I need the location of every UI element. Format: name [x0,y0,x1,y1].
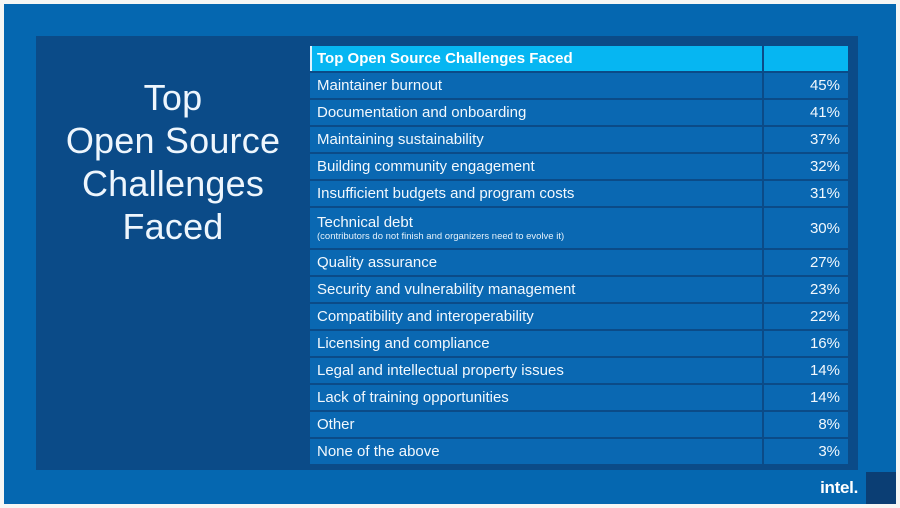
table-header-row [310,46,848,71]
title-line: Challenges [81,163,265,204]
intel-logo: intel. [820,478,858,497]
row-value: 22% [764,304,848,329]
challenges-table [310,46,848,466]
row-value: 45% [764,73,848,98]
row-label: Maintainer burnout [317,77,443,94]
row-value: 41% [764,100,848,125]
table-row [310,208,848,248]
row-label: Licensing and compliance [317,335,490,352]
table-row [310,181,848,206]
row-note: (contributors do not finish and organizers need to evolve it) [317,231,565,242]
row-label: Insufficient budgets and program costs [317,185,575,202]
corner-accent [866,472,896,504]
table-row [310,100,848,125]
row-label: Technical debt [317,214,413,231]
page-title [36,76,310,248]
row-label: Maintaining sustainability [317,131,484,148]
row-label: Compatibility and interoperability [317,308,534,325]
table-row [310,358,848,383]
table-row [310,73,848,98]
table-row [310,250,848,275]
row-value: 23% [764,277,848,302]
row-value: 14% [764,385,848,410]
table-row [310,127,848,152]
row-value: 14% [764,358,848,383]
row-value: 37% [764,127,848,152]
row-label: None of the above [317,443,440,460]
row-label: Documentation and onboarding [317,104,527,121]
table-row [310,304,848,329]
row-value: 30% [764,208,848,248]
content-panel [36,36,858,470]
row-label: Building community engagement [317,158,535,175]
row-label: Lack of training opportunities [317,389,509,406]
table-header-label: Top Open Source Challenges Faced [310,46,762,71]
row-value: 8% [764,412,848,437]
row-label: Security and vulnerability management [317,281,576,298]
title-line: Open Source [65,120,281,161]
title-line: Top [143,77,203,118]
row-label: Quality assurance [317,254,438,271]
table-row [310,331,848,356]
table-row [310,154,848,179]
row-value: 27% [764,250,848,275]
table-row [310,277,848,302]
row-value: 32% [764,154,848,179]
table-row [310,439,848,464]
row-value: 3% [764,439,848,464]
row-value: 31% [764,181,848,206]
row-label: Other [317,416,355,433]
table-header-value [764,46,848,71]
row-label: Legal and intellectual property issues [317,362,564,379]
title-line: Faced [122,206,224,247]
table-row [310,385,848,410]
row-value: 16% [764,331,848,356]
table-row [310,412,848,437]
